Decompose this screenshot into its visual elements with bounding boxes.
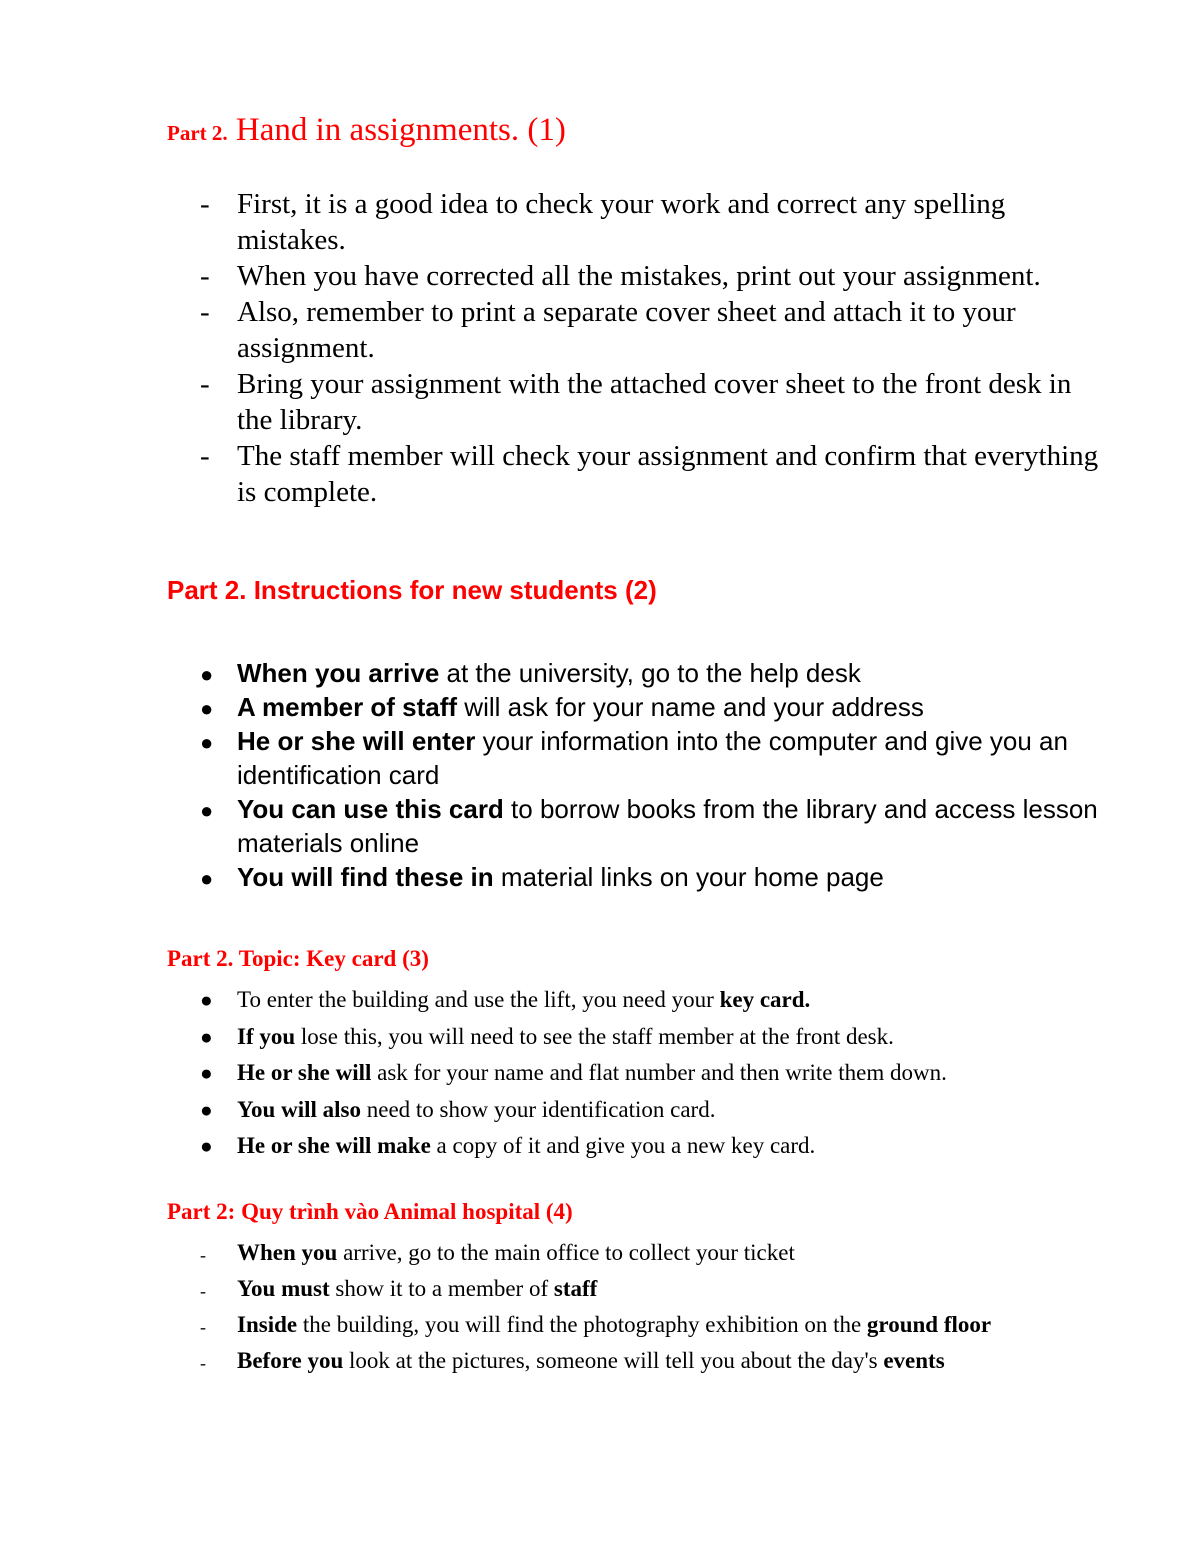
list-item-text: to borrow books from the library and access lesson materials online: [237, 794, 1098, 858]
dash-marker: -: [200, 1353, 206, 1373]
list-item: [200, 186, 1100, 258]
list-item-bold: He or she will: [237, 1060, 372, 1085]
bullet-marker: ●: [200, 696, 214, 721]
list-item: [200, 724, 1100, 792]
list-item-bold: key card.: [719, 987, 811, 1012]
section-1-title: Hand in assignments. (1): [227, 112, 566, 148]
list-item-bold: If you: [237, 1023, 296, 1049]
list-item: [200, 1235, 1120, 1271]
list-item-bold: You can use this card: [237, 794, 504, 824]
list-item: [200, 438, 1100, 510]
list-item: [200, 258, 1100, 294]
list-item-text: a copy of it and give you a new key card.: [430, 1133, 816, 1158]
list-item-text: arrive, go to the main office to collect your ticket: [337, 1240, 795, 1265]
list-item: [200, 1128, 1120, 1165]
list-item-text: material links on your home page: [493, 862, 884, 892]
list-item-text: Also, remember to print a separate cover sheet and attach it to your assignment.: [237, 296, 1016, 364]
list-item-text: the building, you will find the photography exhibition on the: [297, 1312, 867, 1337]
list-item-text: When you have corrected all the mistakes, print out your assignment.: [237, 260, 1041, 292]
list-item-text: First, it is a good idea to check your work and correct any spelling mistakes.: [237, 188, 1006, 256]
list-item-bold: events: [883, 1348, 945, 1373]
list-item: [200, 294, 1100, 366]
list-item-text: at the university, go to the help desk: [439, 658, 861, 688]
list-item-bold: You must: [237, 1276, 330, 1301]
bullet-marker: ●: [200, 1134, 213, 1158]
list-item-bold: You will also: [237, 1096, 361, 1122]
list-item: [200, 1055, 1120, 1092]
bullet-marker: ●: [200, 798, 214, 823]
list-item-text: your information into the computer and give you an identification card: [237, 726, 1068, 790]
list-item-bold: When you arrive: [237, 658, 440, 688]
list-item-bold: ground floor: [866, 1312, 992, 1337]
section-3-list: [200, 982, 1120, 1165]
dash-marker: -: [200, 1317, 206, 1337]
bullet-marker: ●: [200, 662, 214, 687]
list-item-text: will ask for your name and your address: [457, 692, 924, 722]
dash-marker: -: [200, 440, 210, 472]
list-item-text: need to show your identification card.: [360, 1096, 716, 1122]
dash-marker: -: [200, 368, 210, 400]
list-item-bold: A member of staff: [237, 692, 458, 722]
list-item: [200, 366, 1100, 438]
section-4-list: [200, 1235, 1120, 1379]
list-item: [200, 1019, 1120, 1056]
bullet-marker: ●: [200, 1061, 213, 1085]
list-item-text: Bring your assignment with the attached cover sheet to the front desk in the library.: [237, 368, 1072, 436]
list-item-bold: staff: [553, 1276, 598, 1301]
list-item-text: ask for your name and flat number and then write them down.: [371, 1060, 947, 1085]
list-item-text: The staff member will check your assignment and confirm that everything is complete.: [237, 440, 1099, 508]
list-item-bold: Before you: [237, 1348, 344, 1373]
list-item: [200, 1343, 1120, 1379]
bullet-marker: ●: [200, 1024, 213, 1049]
section-2-heading: Part 2. Instructions for new students (2): [167, 575, 657, 605]
list-item-text: show it to a member of: [329, 1276, 554, 1301]
list-item: [200, 690, 1100, 724]
dash-marker: -: [200, 260, 210, 292]
list-item-bold: He or she will make: [237, 1133, 431, 1158]
list-item: [200, 792, 1100, 860]
list-item: [200, 1271, 1120, 1307]
list-item: [200, 656, 1100, 690]
dash-marker: -: [200, 188, 210, 220]
dash-marker: -: [200, 1281, 206, 1301]
list-item-bold: You will find these in: [237, 862, 494, 892]
list-item: [200, 1092, 1120, 1129]
list-item: [200, 860, 1100, 894]
section-4-heading: Part 2: Quy trình vào Animal hospital (4): [167, 1199, 573, 1224]
bullet-marker: ●: [200, 866, 214, 891]
section-1-list: [200, 186, 1100, 510]
bullet-marker: ●: [200, 730, 214, 755]
dash-marker: -: [200, 296, 210, 328]
bullet-marker: ●: [200, 1097, 213, 1122]
section-2-list: [200, 656, 1100, 894]
bullet-marker: ●: [200, 988, 213, 1012]
list-item-text: lose this, you will need to see the staff member at the front desk.: [295, 1023, 894, 1049]
section-1-part-label: Part 2.: [167, 121, 228, 145]
section-3-heading: Part 2. Topic: Key card (3): [167, 946, 429, 971]
list-item-bold: Inside: [237, 1312, 298, 1337]
list-item: [200, 1307, 1120, 1343]
list-item-bold: He or she will enter: [237, 726, 476, 756]
section-1-heading: [167, 112, 566, 149]
list-item-text: To enter the building and use the lift, you need your: [237, 987, 720, 1012]
list-item-text: look at the pictures, someone will tell you about the day's: [343, 1348, 884, 1373]
list-item-bold: When you: [237, 1240, 338, 1265]
list-item: [200, 982, 1120, 1019]
dash-marker: -: [200, 1245, 206, 1265]
